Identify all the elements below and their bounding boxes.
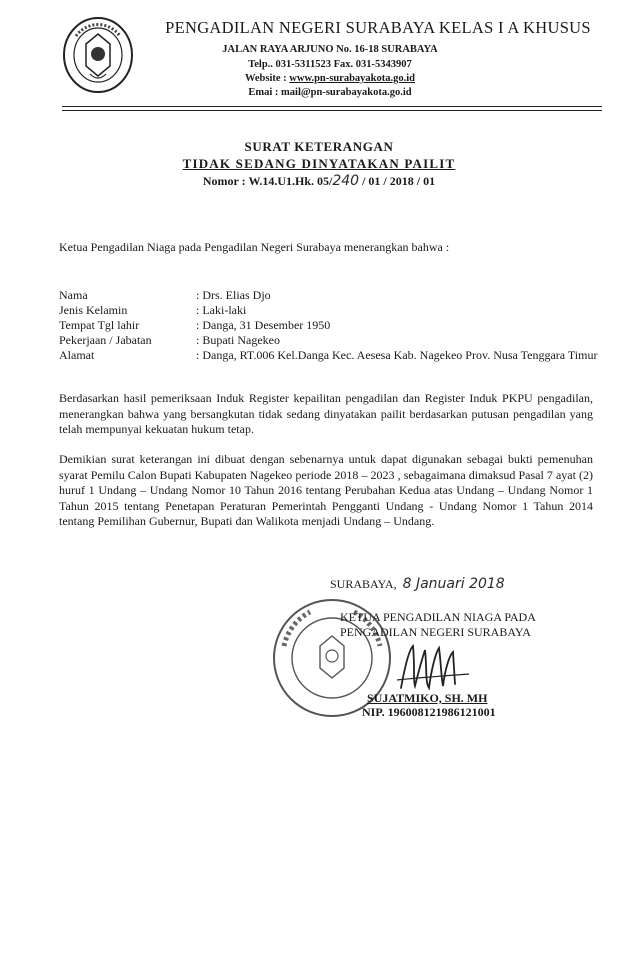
signatory-name: SUJATMIKO, SH. MH (367, 691, 488, 705)
signatory-role-line1: KETUA PENGADILAN NIAGA PADA (340, 610, 536, 624)
letterhead-divider-bottom (62, 110, 602, 111)
signatory-nip: NIP. 196008121986121001 (362, 705, 496, 719)
signature-place-date (330, 576, 505, 592)
intro-statement: Ketua Pengadilan Niaga pada Pengadilan Negeri Surabaya menerangkan bahwa : (59, 240, 450, 254)
paragraph-statement: Berdasarkan hasil pemeriksaan Induk Register kepailitan pengadilan dan Register Induk PKPU pengadilan, menerangkan bahwa yang bersangkutan tidak sedang dinyatakan pailit berdasarkan putusan pengadilan yang telah mempunyai kekuatan hukum tetap. (59, 391, 593, 437)
field-value-name: : Drs. Elias Djo (196, 288, 271, 302)
document-number-suffix: / 01 / 2018 / 01 (359, 174, 436, 188)
website-link[interactable]: www.pn-surabayakota.go.id (289, 73, 416, 84)
document-subtitle-text: TIDAK SEDANG DINYATAKAN PAILIT (182, 156, 456, 171)
document-number-handwritten: 240 (332, 173, 360, 189)
field-label-name: Nama (59, 288, 88, 302)
document-subtitle (0, 156, 638, 172)
court-logo-emblem (62, 16, 134, 94)
field-label-gender: Jenis Kelamin (59, 303, 128, 317)
document-title: SURAT KETERANGAN (244, 139, 394, 154)
field-label-occupation: Pekerjaan / Jabatan (59, 333, 152, 347)
field-value-occupation: : Bupati Nagekeo (196, 333, 280, 347)
court-phone-fax: Telp.. 031-5311523 Fax. 031-5343907 (248, 59, 412, 70)
letterhead-divider-top (62, 106, 602, 107)
signatory-role-line2: PENGADILAN NEGERI SURABAYA (340, 625, 531, 639)
court-website (140, 73, 520, 84)
field-value-address: : Danga, RT.006 Kel.Danga Kec. Aesesa Kab. Nagekeo Prov. Nusa Tenggara Timur (196, 348, 598, 362)
field-label-address: Alamat (59, 348, 95, 362)
paragraph-purpose: Demikian surat keterangan ini dibuat dengan sebenarnya untuk dapat digunakan sebagai bukti pemenuhan syarat Pemilu Calon Bupati Kabupaten Nagekeo periode 2018 – 2023 , sebagaimana dimaksud Pasal 7 ayat (2) huruf 1 Undang – Undang Nomor 10 Tahun 2016 tentang Perubahan Kedua atas Undang – Undang Nomor 1 Tahun 2015 tentang Penetapan Peraturan Pemerintah Pengganti Undang - Undang Nomor 1 Tahun 2014 tentang Pemilihan Gubernur, Bupati dan Walikota menjadi Undang – Undang. (59, 452, 593, 529)
field-value-gender: : Laki-laki (196, 303, 247, 317)
field-value-birth: : Danga, 31 Desember 1950 (196, 318, 331, 332)
court-name-heading: PENGADILAN NEGERI SURABAYA KELAS I A KHUSUS (165, 18, 591, 37)
court-address: JALAN RAYA ARJUNO No. 16-18 SURABAYA (222, 44, 438, 55)
signature-date-handwritten: 8 Januari 2018 (402, 576, 505, 592)
document-number-prefix: Nomor : W.14.U1.Hk. 05/ (202, 174, 333, 188)
signature-place: SURABAYA, (330, 577, 397, 591)
field-label-birth: Tempat Tgl lahir (59, 318, 140, 332)
court-email: Emai : mail@pn-surabayakota.go.id (248, 87, 412, 98)
website-label: Website : (244, 73, 290, 84)
document-number (0, 173, 638, 189)
handwritten-signature-icon (395, 636, 475, 696)
